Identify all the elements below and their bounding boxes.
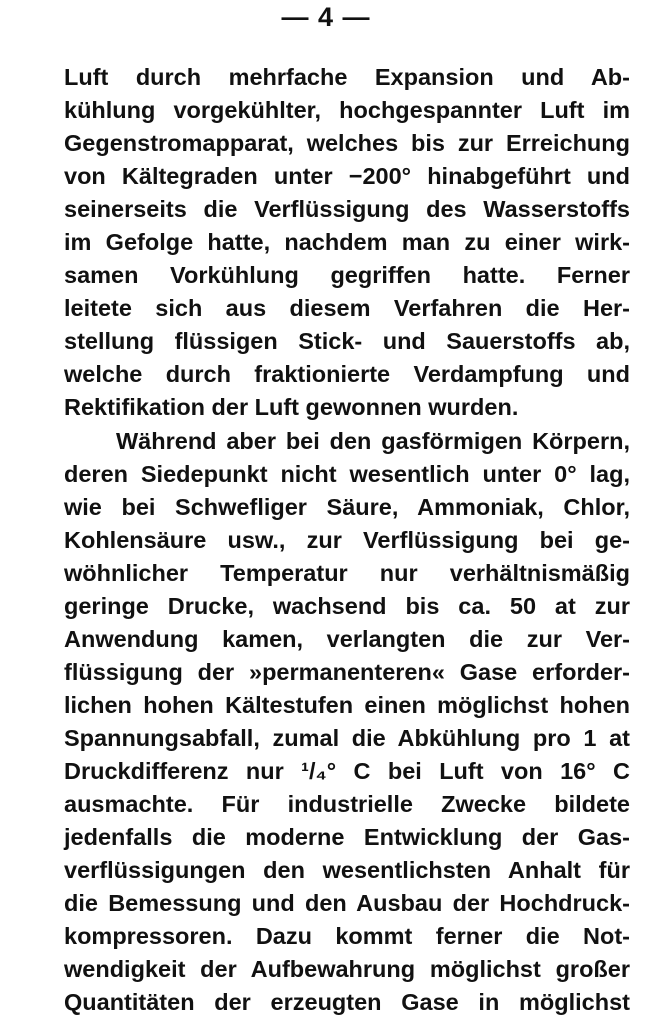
text-line: seinerseits die Verflüssigung des Wasserstoffs — [64, 196, 630, 222]
text-line: deren Siedepunkt nicht wesentlich unter 0° lag, — [64, 461, 630, 487]
text-line: welche durch fraktionierte Verdampfung und — [64, 361, 630, 387]
text-line: verflüssigungen den wesentlichsten Anhalt für — [64, 857, 630, 883]
text-line: Gegenstromapparat, welches bis zur Erreichung — [64, 130, 630, 156]
text-line: Quantitäten der erzeugten Gase in möglichst — [64, 989, 630, 1015]
text-line: flüssigung der »permanenteren« Gase erforder- — [64, 659, 630, 685]
text-line: stellung flüssigen Stick- und Sauerstoffs ab, — [64, 328, 630, 354]
text-line: kühlung vorgekühlter, hochgespannter Luft im — [64, 97, 630, 123]
text-line: wendigkeit der Aufbewahrung möglichst großer — [64, 956, 630, 982]
text-line: wöhnlicher Temperatur nur verhältnismäßig — [64, 560, 630, 586]
text-line: wie bei Schwefliger Säure, Ammoniak, Chlor, — [64, 494, 630, 520]
text-line: samen Vorkühlung gegriffen hatte. Ferner — [64, 262, 630, 288]
text-line: Spannungsabfall, zumal die Abkühlung pro 1 at — [64, 725, 630, 751]
text-line: Luft durch mehrfache Expansion und Ab- — [64, 64, 630, 90]
page-number-header: — 4 — — [281, 2, 371, 32]
text-line: Anwendung kamen, verlangten die zur Ver- — [64, 626, 630, 652]
text-line: geringe Drucke, wachsend bis ca. 50 at zur — [64, 593, 630, 619]
text-line: Druckdifferenz nur ¹/₄° C bei Luft von 16° C — [64, 758, 630, 784]
text-line: jedenfalls die moderne Entwicklung der Gas- — [64, 824, 630, 850]
text-line: Rektifikation der Luft gewonnen wurden. — [64, 394, 519, 420]
paragraph-first-line: Während aber bei den gasförmigen Körpern, — [116, 428, 630, 454]
text-line: leitete sich aus diesem Verfahren die Her- — [64, 295, 630, 321]
text-line: lichen hohen Kältestufen einen möglichst hohen — [64, 692, 630, 718]
text-line: die Bemessung und den Ausbau der Hochdruck- — [64, 890, 630, 916]
text-line: von Kältegraden unter −200° hinabgeführt und — [64, 163, 630, 189]
text-line: ausmachte. Für industrielle Zwecke bildete — [64, 791, 630, 817]
text-line: im Gefolge hatte, nachdem man zu einer wirk- — [64, 229, 630, 255]
text-line: Kohlensäure usw., zur Verflüssigung bei ge- — [64, 527, 630, 553]
text-line: kompressoren. Dazu kommt ferner die Not- — [64, 923, 630, 949]
